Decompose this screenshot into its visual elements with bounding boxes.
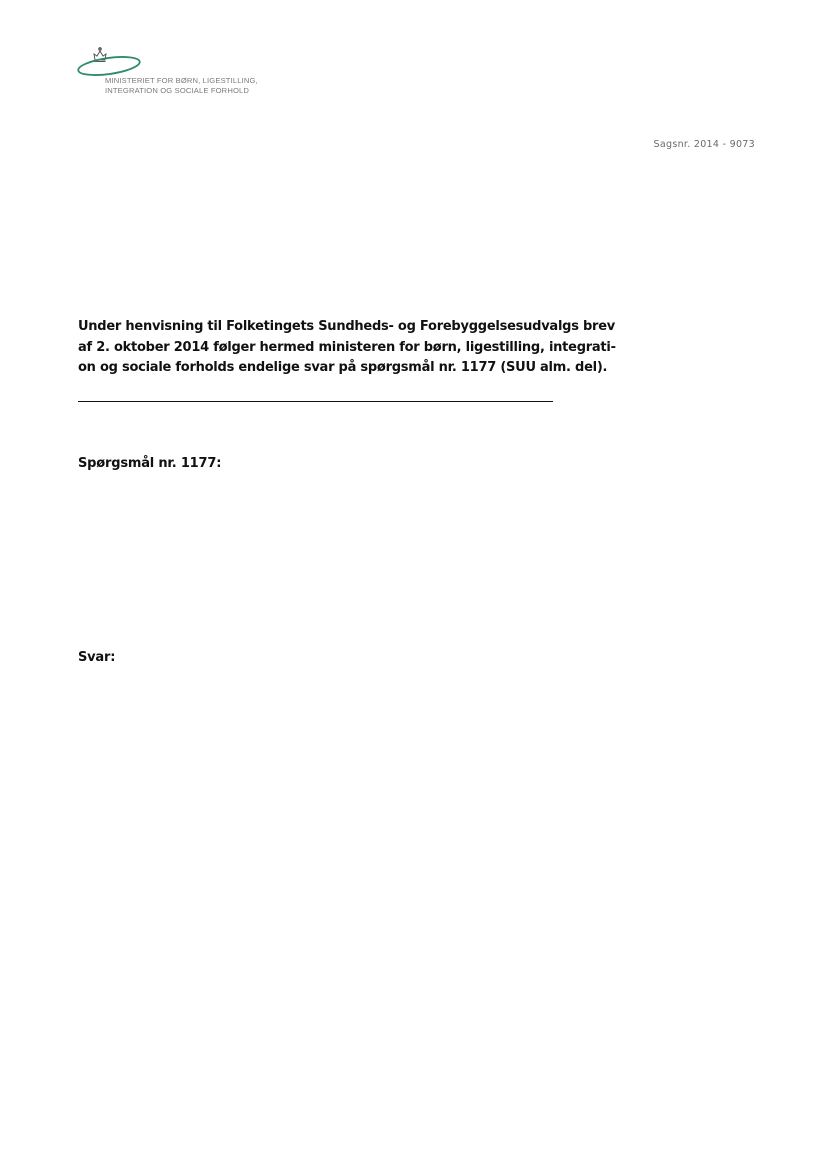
intro-line-1: Under henvisning til Folketingets Sundheds- og Forebyggelsesudvalgs brev: [78, 319, 615, 334]
question-heading: Spørgsmål nr. 1177:: [78, 456, 222, 471]
case-number: Sagsnr. 2014 - 9073: [653, 139, 755, 150]
intro-line-3: on og sociale forholds endelige svar på spørgsmål nr. 1177 (SUU alm. del).: [78, 360, 608, 375]
ministry-name-line-1: MINISTERIET FOR BØRN, LIGESTILLING,: [105, 76, 258, 85]
ministry-logo: [76, 46, 276, 98]
intro-paragraph: [78, 317, 638, 379]
ministry-name-line-2: INTEGRATION OG SOCIALE FORHOLD: [105, 86, 250, 95]
intro-line-2: af 2. oktober 2014 følger hermed ministeren for børn, ligestilling, integrati-: [78, 339, 616, 355]
crown-emblem-icon: [76, 46, 142, 80]
divider-line: [78, 401, 553, 402]
answer-heading: Svar:: [78, 650, 116, 665]
ministry-name: [105, 76, 258, 96]
